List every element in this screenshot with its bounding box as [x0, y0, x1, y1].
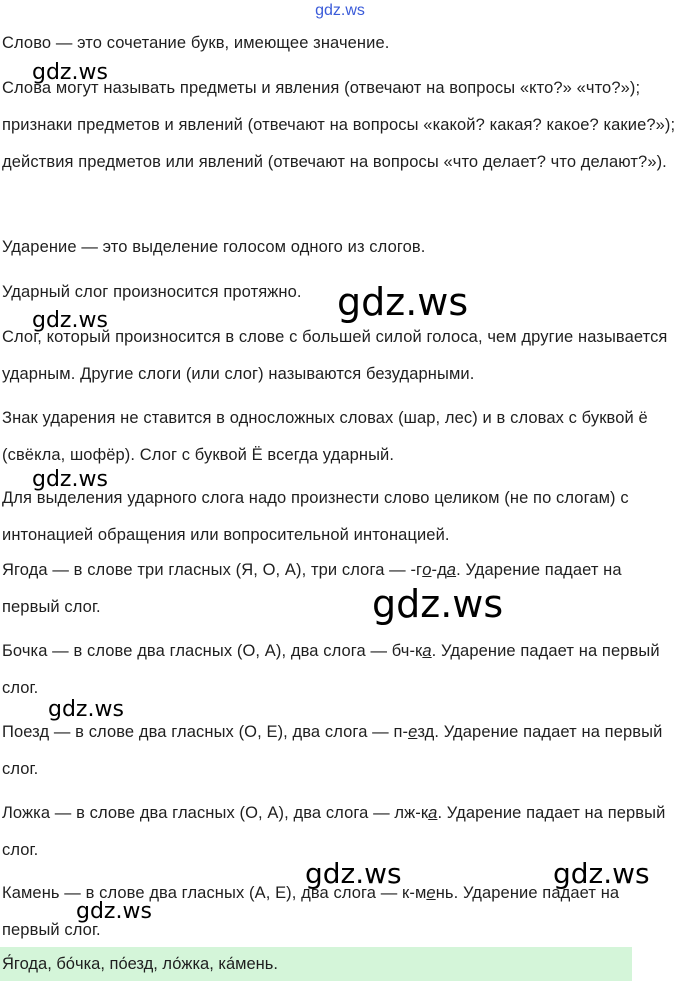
watermark: gdz.ws [305, 857, 402, 890]
watermark: gdz.ws [48, 697, 124, 722]
watermark: gdz.ws [32, 60, 108, 85]
paragraph-word-meaning: Слова могут называть предметы и явления (отвечают на вопросы «кто?» «что?»); признаки предметов и явлений (отвечают на вопросы «какой? какая? какое? какие?»); действия предметов или явлений (отвечают на вопросы «что делает? что делают?»). [2, 79, 676, 171]
watermark: gdz.ws [337, 280, 469, 324]
example-yagoda: Ягода — в слове три гласных (Я, О, А), три слога — -го-да. Ударение падает на первый слог. [2, 561, 622, 616]
paragraph-stressed-syllable: Ударный слог произносится протяжно. [2, 283, 302, 301]
paragraph-stress-definition: Ударение — это выделение голосом одного из слогов. [2, 238, 426, 256]
site-link[interactable]: gdz.ws [315, 2, 365, 19]
example-lozhka: Ложка — в слове два гласных (О, А), два слога — лж-ка. Ударение падает на первый слог. [2, 804, 666, 859]
answer-text: Я́года, бо́чка, по́езд, ло́жка, ка́мень. [2, 955, 278, 973]
example-bochka: Бочка — в слове два гласных (О, А), два слога — бч-ка. Ударение падает на первый слог. [2, 642, 660, 697]
watermark: gdz.ws [32, 467, 108, 492]
watermark: gdz.ws [372, 582, 504, 626]
example-poezd: Поезд — в слове два гласных (О, Е), два слога — п-езд. Ударение падает на первый слог. [2, 723, 663, 778]
paragraph-how-to-find: Для выделения ударного слога надо произнести слово целиком (не по слогам) с интонацией обращения или вопросительной интонацией. [2, 489, 629, 544]
answer-box [0, 947, 632, 981]
watermark: gdz.ws [553, 857, 650, 890]
paragraph-stress-mark: Знак ударения не ставится в односложных словах (шар, лес) и в словах с буквой ё (свёкла, шофёр). Слог с буквой Ё всегда ударный. [2, 409, 648, 464]
watermark: gdz.ws [32, 308, 108, 333]
watermark: gdz.ws [76, 899, 152, 924]
paragraph-definition: Слово — это сочетание букв, имеющее значение. [2, 34, 390, 52]
example-kamen: Камень — в слове два гласных (А, Е), два слога — к-мень. Ударение падает на первый слог. [2, 884, 620, 939]
paragraph-stressed-unstressed: Слог, который произносится в слове с большей силой голоса, чем другие называется ударным. Другие слоги (или слог) называются безударными. [2, 328, 668, 383]
